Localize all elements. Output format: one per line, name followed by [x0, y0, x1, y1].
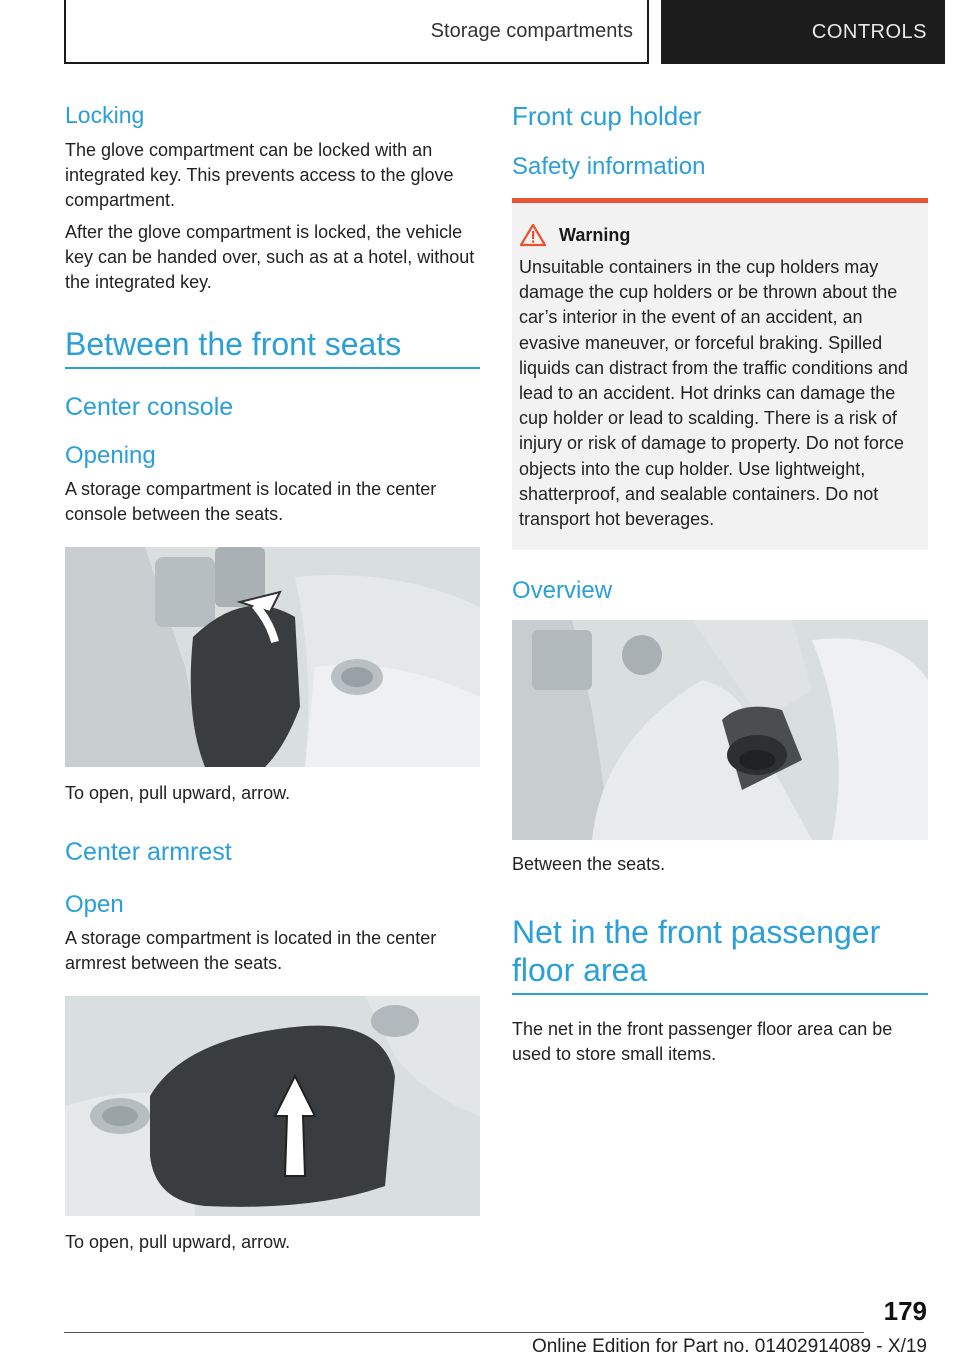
open-heading: Open: [65, 891, 124, 918]
opening-paragraph: A storage compartment is located in the center console between the seats.: [65, 479, 437, 524]
center-console-photo: [65, 547, 480, 767]
warning-text: Unsuitable containers in the cup holders may damage the cup holders or be thrown about the car’s interior in the event of an accident, an evasive maneuver, or forceful braking. Spilled liquids can distract from the traffic conditions and lead to an accident. Hot drinks can damage the cup holder or lead to scalding. There is a risk of injury or risk of damage to property. Do not force objects into the cup holder. Use lightweight, shatterproof, and sealable containers. Do not transport hot beverages.: [519, 257, 908, 530]
warning-header: [519, 223, 920, 247]
center-console-caption: To open, pull upward, arrow.: [65, 783, 291, 803]
cup-holder-illustration: [512, 620, 928, 840]
header-section-title: [64, 0, 649, 64]
edition-footer: Online Edition for Part no. 01402914089 - X/19: [531, 1336, 927, 1357]
net-section: [512, 913, 928, 995]
page-number: 179: [883, 1296, 927, 1326]
center-armrest-heading: Center armrest: [65, 838, 232, 866]
header-chapter-tab: [661, 0, 945, 64]
between-seats-heading: Between the front seats: [65, 326, 402, 362]
locking-paragraph-2: After the glove compartment is locked, the vehicle key can be handed over, such as at a hotel, without the integrated key.: [65, 222, 475, 292]
center-armrest-caption: To open, pull upward, arrow.: [65, 1232, 291, 1252]
center-console-heading: Center console: [65, 393, 234, 421]
warning-triangle-icon: [519, 223, 547, 247]
locking-heading: Locking: [65, 102, 145, 128]
overview-caption: Between the seats.: [512, 854, 666, 875]
center-armrest-photo: [65, 996, 480, 1216]
safety-information-heading: Safety information: [512, 153, 706, 180]
warning-box: [512, 198, 928, 550]
front-cup-holder-heading: Front cup holder: [512, 101, 702, 131]
opening-heading: Opening: [65, 442, 156, 469]
center-console-illustration: [65, 547, 480, 767]
chapter-title: CONTROLS: [811, 20, 927, 43]
section-title: Storage compartments: [430, 19, 633, 42]
overview-heading: Overview: [512, 577, 613, 605]
warning-title: Warning: [559, 224, 631, 245]
cup-holder-photo: [512, 620, 928, 840]
between-seats-section: [65, 325, 480, 369]
net-heading: Net in the front passenger floor area: [512, 914, 881, 989]
right-column: [512, 100, 928, 1067]
locking-paragraph-1: The glove compartment can be locked with an integrated key. This prevents access to the glove compartment.: [65, 140, 454, 210]
open-paragraph: A storage compartment is located in the center armrest between the seats.: [65, 928, 437, 973]
left-column: [65, 100, 480, 1255]
footer-divider: [64, 1332, 864, 1333]
net-paragraph: The net in the front passenger floor area can be used to store small items.: [512, 1019, 893, 1065]
center-armrest-illustration: [65, 996, 480, 1216]
